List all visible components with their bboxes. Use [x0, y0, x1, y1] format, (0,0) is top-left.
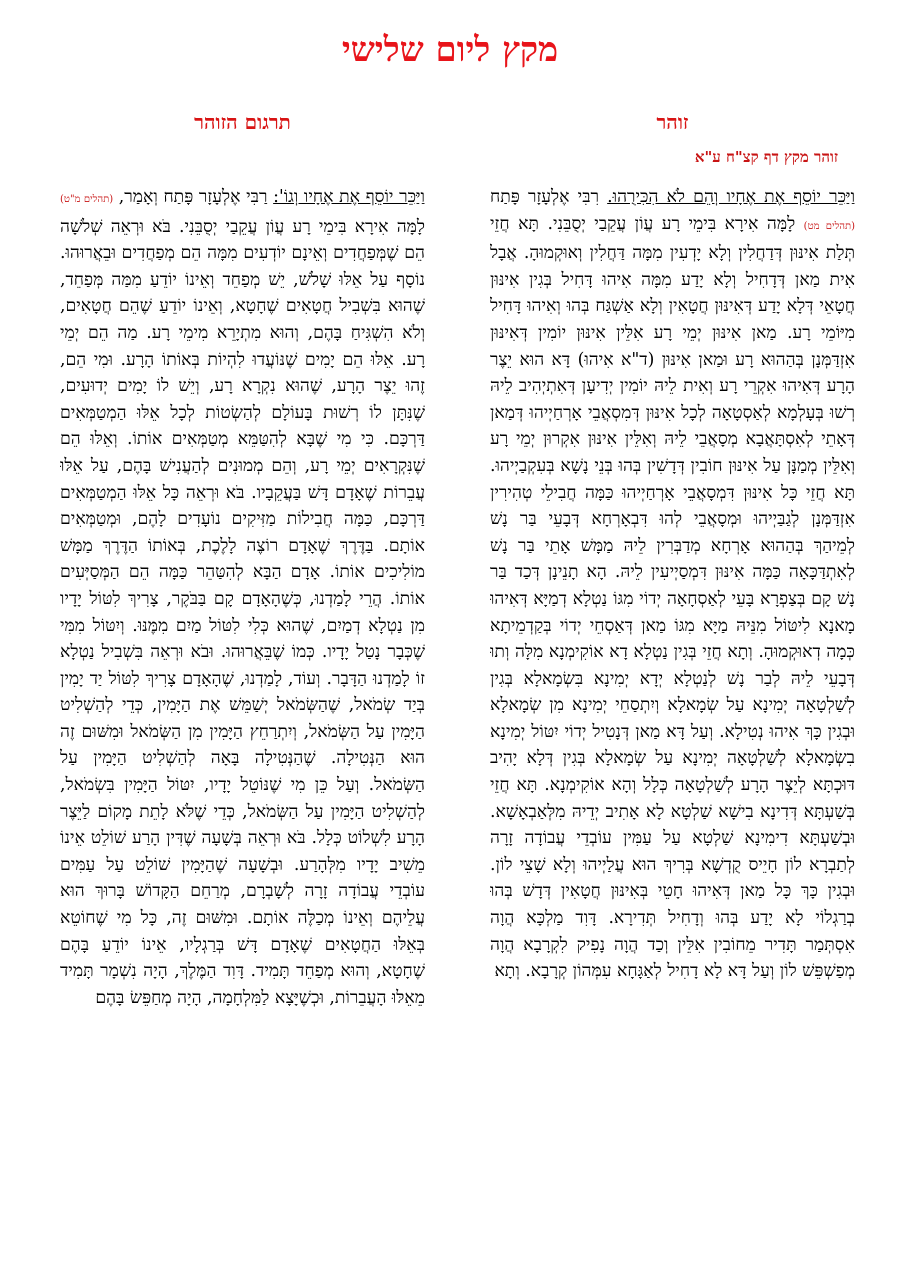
translation-column-title: תרגום הזוהר: [194, 110, 291, 134]
zohar-verse-ref: (תהלים מט): [803, 220, 855, 232]
translation-text-column: [60, 184, 425, 1264]
zohar-body-text: לָמָּה אִירָא בִּימֵי רָע עֲוֹן עֲקֵבַי יְסֻבֵּנִי. תָּא חֲזֵי תְּלַת אִינּוּן דְּדַחֲלִין וְלָא יָדְעִין מִמָּה דַּחֲלִין וְאוּקְמוּהָ. אֲבָל אִית מַאן דְּדָחִיל וְלָא יָדַע מִמָּה אִיהוּ דָּחִיל בְּגִין אִינּוּן חֲטָאֵי דְּלָא יָדַע דְּאִינּוּן חֲטָאִין וְלָא אַשְׁגַּח בְּהוּ וְאִיהוּ דָּחִיל מִיּוֹמֵי רָע. מַאן אִינּוּן יְמֵי רָע אִלֵּין אִינּוּן יוֹמִין דְּאִינּוּן אִזְדַּמְּנָן בְּהַהוּא רָע וּמַאן אִינּוּן (ד"א אִיהוּ) דָּא הוּא יֵצֶר הָרָע דְּאִיהוּ אִקְרֵי רָע וְאִית לֵיהּ יוֹמִין יְדִיעָן דְּאִתְיְהִיב לֵיהּ רְשׁוּ בְּעָלְמָא לְאַסְטָאָה לְכָל אִינּוּן דְּמִסְאֲבֵי אָרְחַיְיהוּ דְּמַאן דְּאָתֵי לְאִסְתָּאֲבָא מְסָאֲבֵי לֵיהּ וְאִלֵּין אִינּוּן אִקְרוּן יְמֵי רָע וְאִלֵּין מְמַנָּן עַל אִינּוּן חוֹבִין דְּדָשִׁין בְּהוּ בְּנֵי נָשָׁא בְּעִקְבַיְיהוּ. תָּא חֲזֵי כָּל אִינּוּן דִּמְסָאֲבֵי אָרְחַיְיהוּ כַּמָּה חֲבִילֵי טְהִירִין אִזְדַּמְּנָן לְגַבַּיְיהוּ וּמְסָאֲבֵי לְהוּ דִּבְאָרְחָא דְּבָעֵי בַּר נָשׁ לְמֵיהַךְ בְּהַהוּא אָרְחָא מְדַבְּרִין לֵיהּ מַמָּשׁ אָתֵי בַּר נָשׁ לְאִתְדַּכָּאָה כַּמָּה אִינּוּן דִּמְסַיְיעִין לֵיהּ. הָא תָנֵינָן דְּכַד בַּר נָשׁ קָם בְּצַפְרָא בָּעֵי לְאַסְחָאָה יְדוֹי מִגּוֹ נַטְלָא דְמַיָּא דְּאִיהוּ מָאנָא לִיטּוֹל מִנֵּיהּ מַיָּא מִגּוֹ מַאן דְּאַסְחֵי יְדוֹי בְּקַדְמֵיתָא כְּמָה דְאוּקְמוּהָ. וְתָא חֲזֵי בְּגִין נַטְלָא דָא אוֹקִימְנָא מִלָּה וְתוּ דְּבָעֵי לֵיהּ לְבַר נָשׁ לְנַטְלָא יְדָא יְמִינָא בִּשְׂמָאלָא בְּגִין לְשַׁלְטָאָה יְמִינָא עַל שְׂמָאלָא וְיִתְסַחֵי יְמִינָא מִן שְׂמָאלָא וּבְגִין כָּךְ אִיהוּ נְטִילָא. וְעַל דָּא מַאן דְּנָטִיל יְדוֹי יִטּוֹל יְמִינָא בִשְׂמָאלָא לְשַׁלְטָאָה יְמִינָא עַל שְׂמָאלָא בְּגִין דְּלָא יָהִיב דּוּכְתָּא לְיֵצֶר הָרָע לְשַׁלְטָאָה כְּלָל וְהָא אוֹקִימְנָא. תָּא חֲזֵי בְּשַׁעְתָּא דְּדִינָא בִישָׁא שַׁלְטָא לָא אָתִיב יְדֵיהּ מִלְּאַבְאָשָׁא. וּבְשַׁעְתָּא דִימִינָא שַׁלְטָא עַל עַמִּין עוֹבְדֵי עֲבוֹדָה זָרָה לְתַבְרָא לוֹן חָיֵיס קֻדְשָׁא בְּרִיךְ הוּא עֲלַיְיהוּ וְלָא שָׁצֵי לוֹן. וּבְגִין כָּךְ כָּל מַאן דְּאִיהוּ חָטֵי בְּאִינּוּן חֲטָאִין דְּדָשׁ בְּהוּ בְרַגְלוֹי לָא יָדַע בְּהוּ וְדָחִיל תְּדִירָא. דָּוִד מַלְכָּא הֲוָה אִסְתְּמַר תָּדִיר מֵחוֹבִין אִלֵּין וְכַד הֲוָה נָפִיק לִקְרָבָא הֲוָה מְפַשְׁפֵּשׁ לוֹן וְעַל דָּא לָא דָחִיל לְאַגָּחָא עִמְּהוֹן קְרָבָא. וְתָא: [490, 213, 855, 982]
zohar-opening-verse: וַיַּכֵּר יוֹסֵף אֶת אֶחָיו וְהֵם לֹא הִכִּירֻהוּ.: [607, 187, 855, 207]
translation-verse-ref: (תהלים מ"ט): [60, 194, 114, 205]
translation-opening-verse: וַיַּכֵּר יוֹסֵף אֶת אֶחָיו וְגוֹ':: [273, 187, 425, 207]
page-title: מקץ ליום שלישי: [341, 30, 559, 70]
translation-body-text: לָמָּה אִירָא בִּימֵי רָע עֲוֹן עֲקֵבַי יְסֻבֵּנִי. בֹּא וּרְאֵה שְׁלֹשָׁה הֵם שֶׁמְּפַחֲדִים וְאֵינָם יוֹדְעִים מִמָּה הֵם מְפַחֲדִים וּבֵאֲרוּהוּ. נוֹסָף עַל אֵלּוּ שָׁלֹשׁ, יֵשׁ מְפַחֵד וְאֵינוֹ יוֹדֵעַ מִמַּה מְּפַחֵד, שֶׁהוּא בִּשְׁבִיל חֲטָאִים שֶׁחָטָא, וְאֵינוֹ יוֹדֵעַ שֶׁהֵם חֲטָאִים, וְלֹא הִשְׁגִּיחַ בָּהֶם, וְהוּא מִתְיָרֵא מִימֵי רָע. מַה הֵם יְמֵי רָע. אֵלּוּ הֵם יָמִים שֶׁנּוֹעֲדוּ לִהְיוֹת בְּאוֹתוֹ הָרָע. וּמִי הֵם, זֶהוּ יֵצֶר הָרָע, שֶׁהוּא נִקְרָא רָע, וְיֵשׁ לוֹ יָמִים יְדוּעִים, שֶׁנִּתָּן לוֹ רְשׁוּת בָּעוֹלָם לְהַשְׂטוֹת לְכָל אֵלּוּ הַמְטַמְּאִים דַּרְכָּם. כִּי מִי שֶׁבָּא לְהִטַּמֵּא מְטַמְּאִים אוֹתוֹ. וְאֵלּוּ הֵם שֶׁנִּקְרָאִים יְמֵי רָע, וְהֵם מְמוּנִים לְהַעֲנִישׁ בָּהֶם, עַל אֵלּוּ עֲבֵרוֹת שֶׁאָדָם דָּשׁ בַּעֲקֵבָיו. בֹּא וּרְאֵה כָּל אֵלּוּ הַמְטַמְּאִים דַּרְכָּם, כַּמָּה חֲבִילוֹת מַזִּיקִים נוֹעָדִים לָהֶם, וּמְטַמְּאִים אוֹתָם. בַּדֶּרֶךְ שֶׁאָדָם רוֹצֶה לָלֶכֶת, בְּאוֹתוֹ הַדֶּרֶךְ מַמָּשׁ מוֹלִיכִים אוֹתוֹ. אָדָם הַבָּא לְהִטַּהֵר כַּמָּה הֵם הַמְּסַיְּעִים אוֹתוֹ. הֲרֵי לָמַדְנוּ, כְּשֶׁהָאָדָם קָם בַּבֹּקֶר, צָרִיךְ לִטּוֹל יָדָיו מִן נַטְלָא דְמַיִם, שֶׁהוּא כְּלִי לִטּוֹל מַיִם מִמֶּנּוּ. וְיִטּוֹל מִמִּי שֶׁכְּבָר נָטַל יָדָיו. כְּמוֹ שֶׁבֵּאֲרוּהוּ. וּבֹא וּרְאֵה בִּשְׁבִיל נַטְלָא זוֹ לָמַדְנוּ הַדָּבָר. וְעוֹד, לָמַדְנוּ, שֶׁהָאָדָם צָרִיךְ לִטּוֹל יַד יָמִין בְּיַד שְׂמֹאל, שֶׁהַשְּׂמֹאל יְשַׁמֵּשׁ אֶת הַיָּמִין, כְּדֵי לְהַשְׁלִיט הַיָּמִין עַל הַשְּׂמֹאל, וְיִתְרַחֵץ הַיָּמִין מִן הַשְּׂמֹאל וּמִשּׁוּם זֶה הוּא הַנְּטִילָה. שֶׁהַנְּטִילָה בָּאָה לְהַשְׁלִיט הַיָּמִין עַל הַשְּׂמֹאל. וְעַל כֵּן מִי שֶׁנּוֹטֵל יָדָיו, יִטּוֹל הַיָּמִין בִּשְׂמֹאל, לְהַשְׁלִיט הַיָּמִין עַל הַשְּׂמֹאל, כְּדֵי שֶׁלֹּא לָתֵת מָקוֹם לַיֵּצֶר הָרָע לִשְׁלוֹט כְּלָל. בֹּא וּרְאֵה בְּשָׁעָה שֶׁדִּין הָרַע שׁוֹלֵט אֵינוֹ מֵשִׁיב יָדָיו מִלְּהָרַע. וּבְשָׁעָה שֶׁהַיָּמִין שׁוֹלֵט עַל עַמִּים עוֹבְדֵי עֲבוֹדָה זָרָה לְשָׁבְרָם, מְרַחֵם הַקָּדוֹשׁ בָּרוּךְ הוּא עֲלֵיהֶם וְאֵינוֹ מְכַלֶּה אוֹתָם. וּמִשּׁוּם זֶה, כָּל מִי שֶׁחוֹטֵא בְּאֵלּוּ הַחֲטָאִים שֶׁאָדָם דָּשׁ בְּרַגְלָיו, אֵינוֹ יוֹדֵעַ בָּהֶם שֶׁחָטָא, וְהוּא מְפַחֵד תָּמִיד. דָּוִד הַמֶּלֶךְ, הָיָה נִשְׁמָר תָּמִיד מֵאֵלּוּ הָעֲבֵרוֹת, וּכְשֶׁיָּצָא לַמִּלְחָמָה, הָיָה מְחַפֵּשׂ בָּהֶם: [60, 216, 425, 1008]
zohar-intro: רִבִּי אֶלְעָזָר פָּתַח: [490, 187, 608, 207]
zohar-text-column: [490, 184, 855, 1264]
source-reference: זוהר מקץ דף קצ"ח ע"א: [694, 148, 838, 166]
translation-intro: רַבִּי אֶלְעָזָר פָּתַח וְאָמַר,: [113, 187, 274, 207]
zohar-column-title: זוהר: [656, 110, 689, 134]
